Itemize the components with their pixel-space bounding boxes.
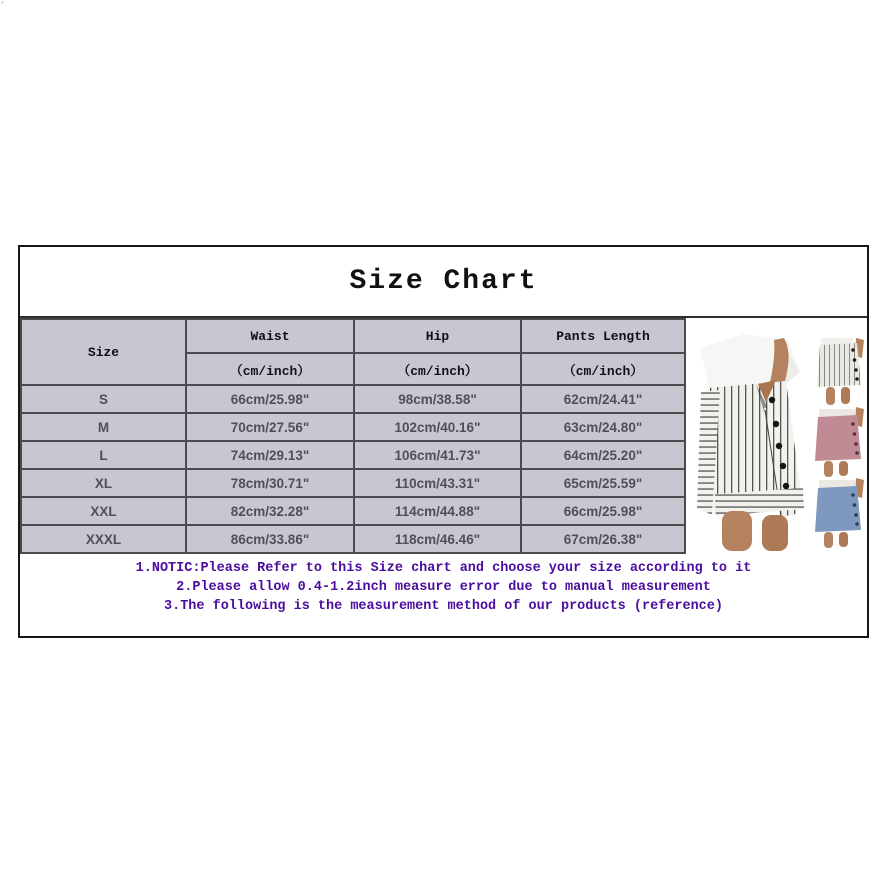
- table-row: [21, 441, 685, 469]
- product-photos: [686, 318, 867, 553]
- note-line: 2.Please allow 0.4-1.2inch measure error due to manual measurement: [176, 580, 711, 595]
- size-chart-body: [20, 318, 867, 553]
- table-row: [21, 497, 685, 525]
- product-thumbnail-blue: [812, 478, 867, 549]
- col-header-size: Size: [21, 319, 186, 385]
- size-chart-panel: [18, 245, 869, 638]
- waist-cell: 70cm/27.56": [186, 413, 354, 441]
- hip-cell: 106cm/41.73": [354, 441, 521, 469]
- product-thumbnail-white: [812, 336, 867, 407]
- size-chart-notes: [20, 553, 867, 636]
- hip-cell: 110cm/43.31": [354, 469, 521, 497]
- pants-length-cell: 67cm/26.38": [521, 525, 685, 553]
- size-cell: S: [21, 385, 186, 413]
- unit-pants-length: （cm/inch）: [521, 353, 685, 385]
- size-chart-title-row: [20, 247, 867, 318]
- size-table: [20, 318, 686, 554]
- waist-cell: 86cm/33.86": [186, 525, 354, 553]
- waist-cell: 66cm/25.98": [186, 385, 354, 413]
- pants-length-cell: 65cm/25.59": [521, 469, 685, 497]
- table-row: [21, 413, 685, 441]
- table-row: [21, 525, 685, 553]
- pants-length-cell: 62cm/24.41": [521, 385, 685, 413]
- waist-cell: 74cm/29.13": [186, 441, 354, 469]
- hip-cell: 118cm/46.46": [354, 525, 521, 553]
- corner-artifact: [1, 1, 8, 8]
- pants-length-cell: 64cm/25.20": [521, 441, 685, 469]
- note-line: 1.NOTIC:Please Refer to this Size chart and choose your size according to it: [135, 561, 752, 576]
- product-photo-main: [686, 318, 812, 551]
- waist-cell: 78cm/30.71": [186, 469, 354, 497]
- product-thumbnail-pink: [812, 407, 867, 478]
- hip-cell: 114cm/44.88": [354, 497, 521, 525]
- waist-cell: 82cm/32.28": [186, 497, 354, 525]
- product-thumbnails: [812, 318, 867, 553]
- col-header-waist: Waist: [186, 319, 354, 353]
- size-cell: L: [21, 441, 186, 469]
- hip-cell: 98cm/38.58": [354, 385, 521, 413]
- hip-cell: 102cm/40.16": [354, 413, 521, 441]
- size-chart-title: Size Chart: [349, 266, 538, 297]
- note-line: 3.The following is the measurement method of our products (reference): [164, 599, 723, 614]
- size-cell: M: [21, 413, 186, 441]
- col-header-hip: Hip: [354, 319, 521, 353]
- size-cell: XXL: [21, 497, 186, 525]
- size-cell: XXXL: [21, 525, 186, 553]
- pants-length-cell: 66cm/25.98": [521, 497, 685, 525]
- col-header-pants-length: Pants Length: [521, 319, 685, 353]
- table-row: [21, 385, 685, 413]
- size-cell: XL: [21, 469, 186, 497]
- unit-hip: （cm/inch）: [354, 353, 521, 385]
- pants-length-cell: 63cm/24.80": [521, 413, 685, 441]
- unit-waist: （cm/inch）: [186, 353, 354, 385]
- header-row-labels: [21, 319, 685, 353]
- table-row: [21, 469, 685, 497]
